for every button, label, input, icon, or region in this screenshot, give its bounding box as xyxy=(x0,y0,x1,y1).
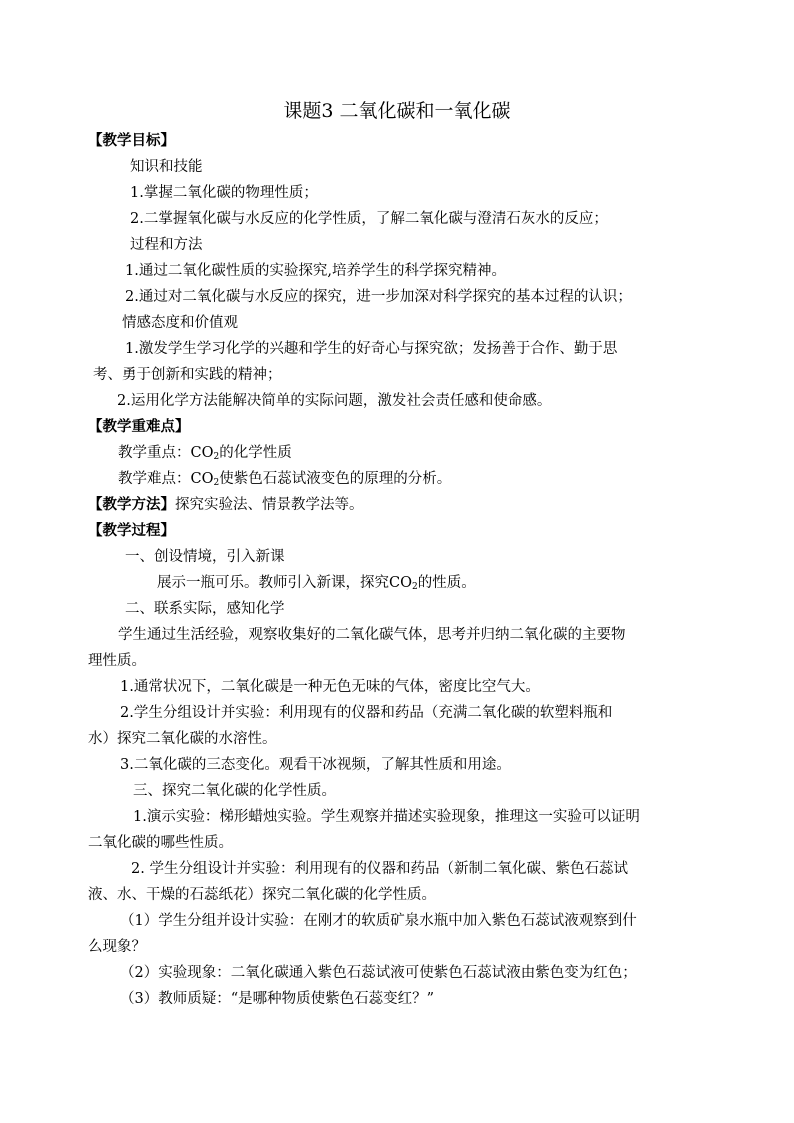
knowledge-item-1: 1.掌握二氧化碳的物理性质； xyxy=(130,185,318,201)
emotion-item-2: 2.运用化学方法能解决简单的实际问题，激发社会责任感和使命感。 xyxy=(117,393,552,409)
methods-text: 探究实验法、情景教学法等。 xyxy=(175,497,364,513)
section-3-item-2b: 液、水、干燥的石蕊纸花）探究二氧化碳的化学性质。 xyxy=(88,887,436,903)
key-difficulty: 教学难点：$CO_2$使紫色石蕊试液变色的原理的分析。 xyxy=(118,471,452,488)
emotion-item-1b: 考、勇于创新和实践的精神； xyxy=(93,367,282,383)
knowledge-heading: 知识和技能 xyxy=(130,159,203,175)
section-3-sub-2: （2）实验现象：二氧化碳通入紫色石蕊试液可使紫色石蕊试液由紫色变为红色； xyxy=(120,965,637,981)
section-3-item-1a: 1.演示实验：梯形蜡烛实验。学生观察并描述实验现象，推理这一实验可以证明 xyxy=(133,809,640,825)
section-1-title: 一、创设情境，引入新课 xyxy=(125,549,285,565)
process-method-item-2: 2.通过对二氧化碳与水反应的探究，进一步加深对科学探究的基本过程的认识； xyxy=(125,289,632,305)
methods-heading: 【教学方法】 xyxy=(88,496,175,513)
section-3-sub-1a: （1）学生分组并设计实验：在刚才的软质矿泉水瓶中加入紫色石蕊试液观察到什 xyxy=(120,913,637,929)
section-2-item-1: 1.通常状况下，二氧化碳是一种无色无味的气体，密度比空气大。 xyxy=(120,679,540,695)
section-2-item-3: 3.二氧化碳的三态变化。观看干冰视频，了解其性质和用途。 xyxy=(120,757,511,773)
section-2-item-2b: 水）探究二氧化碳的水溶性。 xyxy=(88,731,277,747)
knowledge-item-2: 2.二掌握氧化碳与水反应的化学性质，了解二氧化碳与澄清石灰水的反应； xyxy=(130,211,608,227)
section-1-text: 展示一瓶可乐。教师引入新课，探究$CO_2$的性质。 xyxy=(157,575,476,592)
methods-line xyxy=(88,495,364,515)
objectives-heading: 【教学目标】 xyxy=(88,132,175,149)
section-3-sub-3: （3）教师质疑：“是哪种物质使紫色石蕊变红？” xyxy=(120,991,435,1007)
emotion-heading: 情感态度和价值观 xyxy=(122,315,238,331)
section-2-para-a: 学生通过生活经验，观察收集好的二氧化碳气体，思考并归纳二氧化碳的主要物 xyxy=(118,627,626,643)
section-3-title: 三、探究二氧化碳的化学性质。 xyxy=(133,783,336,799)
emotion-item-1a: 1.激发学生学习化学的兴趣和学生的好奇心与探究欲；发扬善于合作、勤于思 xyxy=(125,341,618,357)
key-points-heading: 【教学重难点】 xyxy=(88,418,190,435)
page-title: 课题3 二氧化碳和一氧化碳 xyxy=(283,100,511,122)
section-3-sub-1b: 么现象？ xyxy=(88,939,146,955)
section-2-title: 二、联系实际，感知化学 xyxy=(125,601,285,617)
section-2-item-2a: 2.学生分组设计并实验：利用现有的仪器和药品（充满二氧化碳的软塑料瓶和 xyxy=(120,705,613,721)
section-3-item-2a: 2. 学生分组设计并实验：利用现有的仪器和药品（新制二氧化碳、紫色石蕊试 xyxy=(131,861,628,877)
process-heading: 【教学过程】 xyxy=(88,522,175,539)
section-2-para-b: 理性质。 xyxy=(88,653,146,669)
section-3-item-1b: 二氧化碳的哪些性质。 xyxy=(88,835,233,851)
process-method-heading: 过程和方法 xyxy=(130,237,203,253)
key-focus: 教学重点：$CO_2$的化学性质 xyxy=(118,445,292,462)
process-method-item-1: 1.通过二氧化碳性质的实验探究,培养学生的科学探究精神。 xyxy=(125,263,506,279)
